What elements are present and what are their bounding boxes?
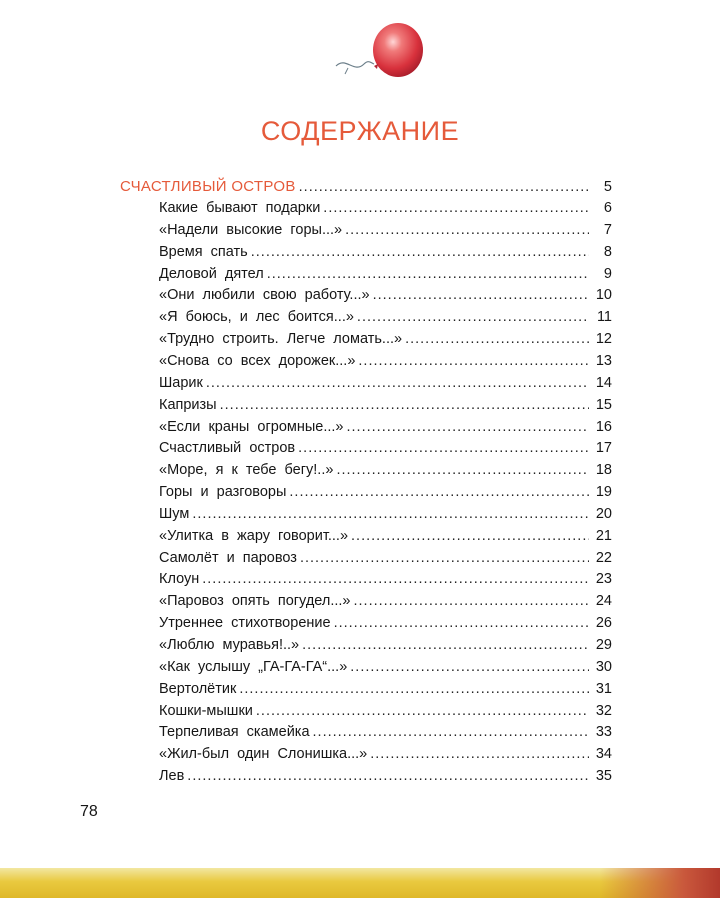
toc-entry[interactable]	[159, 197, 612, 219]
toc-entry-page: 6	[603, 200, 612, 216]
dot-leader	[323, 197, 589, 219]
toc-entry-title: «Они любили свою работу...»	[159, 287, 370, 303]
red-balloon-icon	[334, 18, 424, 84]
toc-entry-page: 5	[603, 179, 612, 195]
toc-entry[interactable]	[159, 700, 612, 722]
toc-entry-title: Счастливый остров	[159, 440, 296, 456]
toc-entry[interactable]	[159, 394, 612, 416]
toc-entry[interactable]	[159, 590, 612, 612]
dot-leader	[267, 263, 589, 285]
toc-entry-page: 35	[595, 768, 612, 784]
toc-entry-title: Лев	[159, 768, 185, 784]
toc-entry-title: «Люблю муравья!..»	[159, 637, 300, 653]
toc-entry-page: 12	[595, 331, 612, 347]
toc-entry-page: 10	[595, 287, 612, 303]
dot-leader	[298, 437, 589, 459]
dot-leader	[302, 634, 589, 656]
toc-entry-page: 33	[595, 724, 612, 740]
toc-entry[interactable]	[159, 437, 612, 459]
toc-entry[interactable]	[159, 721, 612, 743]
toc-entry-title: «Море, я к тебе бегу!..»	[159, 462, 334, 478]
toc-entry-page: 8	[603, 244, 612, 260]
toc-entry-title: Деловой дятел	[159, 266, 264, 282]
dot-leader	[351, 525, 589, 547]
toc-entry-page: 18	[595, 462, 612, 478]
toc-entry-title: Время спать	[159, 244, 248, 260]
toc-entry-title: «Как услышу „ГА-ГА-ГА“...»	[159, 659, 348, 675]
toc-entry[interactable]	[159, 634, 612, 656]
toc-entry[interactable]	[159, 263, 612, 285]
dot-leader	[220, 394, 589, 416]
toc-entry[interactable]	[159, 416, 612, 438]
dot-leader	[206, 372, 589, 394]
dot-leader	[353, 590, 589, 612]
dot-leader	[373, 284, 589, 306]
decorative-bottom-band	[0, 868, 720, 898]
toc-entry[interactable]	[159, 656, 612, 678]
toc-entry[interactable]	[159, 503, 612, 525]
toc-entry-page: 26	[595, 615, 612, 631]
toc-entry-title: Кошки-мышки	[159, 703, 253, 719]
dot-leader	[313, 721, 589, 743]
toc-entry-page: 7	[603, 222, 612, 238]
toc-entry-title: «Я боюсь, и лес боится...»	[159, 309, 354, 325]
toc-entry[interactable]	[159, 328, 612, 350]
toc-entry[interactable]	[159, 678, 612, 700]
toc-entry[interactable]	[159, 568, 612, 590]
toc-entry-title: Терпеливая скамейка	[159, 724, 310, 740]
dot-leader	[370, 743, 589, 765]
toc-entry-title: Самолёт и паровоз	[159, 550, 297, 566]
toc-entry[interactable]	[159, 765, 612, 787]
toc-entry-title: Шарик	[159, 375, 203, 391]
toc-entry[interactable]	[159, 241, 612, 263]
dot-leader	[350, 656, 589, 678]
toc-entry-title: Шум	[159, 506, 190, 522]
dot-leader	[299, 176, 589, 198]
toc-entry[interactable]	[159, 284, 612, 306]
toc-entry-title: «Паровоз опять погудел...»	[159, 593, 351, 609]
toc-entry-title: Клоун	[159, 571, 200, 587]
dot-leader	[334, 612, 589, 634]
toc-entry-page: 31	[595, 681, 612, 697]
toc-entry-page: 15	[595, 397, 612, 413]
toc-entry[interactable]	[159, 547, 612, 569]
toc-entry-page: 16	[595, 419, 612, 435]
toc-entry[interactable]	[159, 481, 612, 503]
dot-leader	[300, 547, 589, 569]
toc-entry-page: 17	[595, 440, 612, 456]
toc-entry[interactable]	[159, 612, 612, 634]
toc-entry-page: 24	[595, 593, 612, 609]
toc-entry-page: 29	[595, 637, 612, 653]
toc-entry-title: Вертолётик	[159, 681, 237, 697]
toc-entry-title: Утреннее стихотворение	[159, 615, 331, 631]
toc-entry[interactable]	[159, 525, 612, 547]
toc-entry-title: СЧАСТЛИВЫЙ ОСТРОВ	[120, 178, 296, 195]
dot-leader	[187, 765, 589, 787]
toc-section-row[interactable]	[120, 176, 612, 198]
toc-entry-title: Горы и разговоры	[159, 484, 287, 500]
toc-entry-page: 34	[595, 746, 612, 762]
toc-entry-page: 13	[595, 353, 612, 369]
toc-entry-page: 32	[595, 703, 612, 719]
dot-leader	[192, 503, 589, 525]
toc-entry-page: 11	[596, 309, 612, 325]
toc-entry[interactable]	[159, 372, 612, 394]
toc-entry-title: «Если краны огромные...»	[159, 419, 344, 435]
toc-entry-title: «Трудно строить. Легче ломать...»	[159, 331, 403, 347]
dot-leader	[345, 219, 589, 241]
dot-leader	[358, 350, 589, 372]
dot-leader	[357, 306, 589, 328]
toc-entry-page: 22	[595, 550, 612, 566]
toc-entry-page: 14	[595, 375, 612, 391]
toc-entry[interactable]	[159, 219, 612, 241]
toc-entry-title: «Надели высокие горы...»	[159, 222, 343, 238]
page-title: СОДЕРЖАНИЕ	[260, 116, 460, 146]
dot-leader	[289, 481, 589, 503]
dot-leader	[405, 328, 589, 350]
dot-leader	[202, 568, 589, 590]
toc-entry-title: «Снова со всех дорожек...»	[159, 353, 356, 369]
toc-entry-title: «Улитка в жару говорит...»	[159, 528, 349, 544]
dot-leader	[251, 241, 589, 263]
dot-leader	[336, 459, 589, 481]
toc-entry-page: 23	[595, 571, 612, 587]
toc-entry-page: 20	[595, 506, 612, 522]
toc-entry[interactable]	[159, 743, 612, 765]
toc-entry[interactable]	[159, 459, 612, 481]
toc-entry-page: 9	[603, 266, 612, 282]
dot-leader	[239, 678, 589, 700]
toc-entry-title: «Жил-был один Слонишка...»	[159, 746, 368, 762]
dot-leader	[256, 700, 589, 722]
toc-entry[interactable]	[159, 306, 612, 328]
page-number: 78	[80, 803, 98, 820]
toc-entry-page: 19	[595, 484, 612, 500]
toc-entry-title: Какие бывают подарки	[159, 200, 321, 216]
toc-entry-page: 30	[595, 659, 612, 675]
toc-entry-title: Капризы	[159, 397, 217, 413]
dot-leader	[347, 416, 590, 438]
toc-entry-page: 21	[595, 528, 612, 544]
toc-entry[interactable]	[159, 350, 612, 372]
